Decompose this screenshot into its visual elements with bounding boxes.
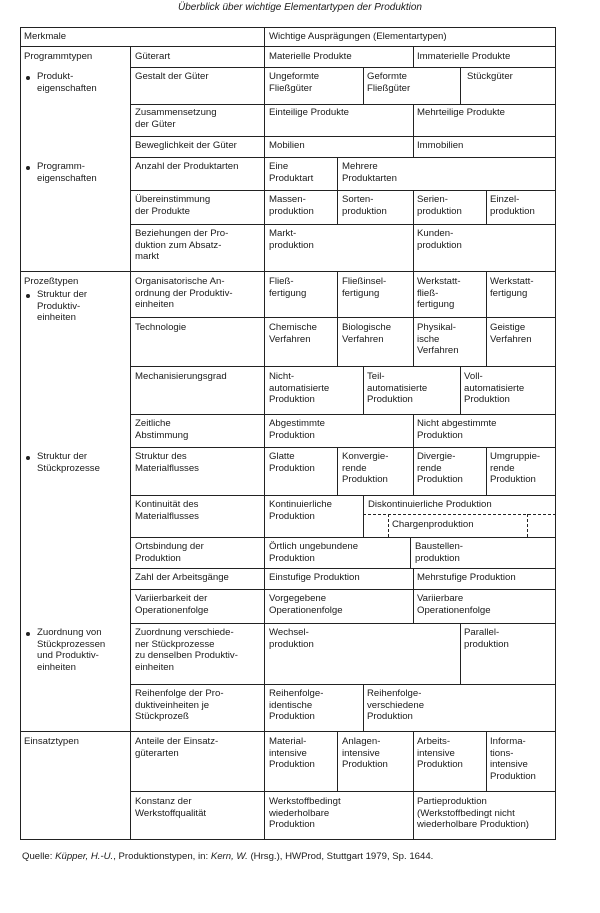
row-line xyxy=(130,791,556,792)
value-cell: Geformte Fließgüter xyxy=(367,71,411,94)
group-programmeigenschaften: Programm- eigenschaften xyxy=(37,161,97,184)
cell-line xyxy=(460,366,461,414)
value-cell: Kunden- produktion xyxy=(417,228,462,251)
row-line xyxy=(130,447,556,448)
value-cell: Eine Produktart xyxy=(269,161,314,184)
value-cell: Informa- tions- intensive Produktion xyxy=(490,736,536,782)
value-cell: Mobilien xyxy=(269,140,305,151)
row-line xyxy=(130,190,556,191)
value-cell: Baustellen- produktion xyxy=(415,541,463,564)
bullet-icon xyxy=(26,76,30,80)
row-label-ortsbindung: Ortsbindung der Produktion xyxy=(135,541,204,564)
value-cell: Partieproduktion (Werkstoffbedingt nicht wiederholbare Produktion) xyxy=(417,796,529,831)
cell-line xyxy=(337,732,338,791)
bullet-icon xyxy=(26,456,30,460)
row-label-gestalt: Gestalt der Güter xyxy=(135,71,209,82)
bullet-icon xyxy=(26,632,30,636)
value-cell: Serien- produktion xyxy=(417,194,462,217)
group-struktur-produktiveinheiten: Struktur der Produktiv- einheiten xyxy=(37,289,88,324)
value-cell: Mehrstufige Produktion xyxy=(417,572,516,583)
cell-line xyxy=(413,414,414,447)
value-cell: Abgestimmte Produktion xyxy=(269,418,325,441)
row-line xyxy=(130,414,556,415)
divider-col-group xyxy=(130,47,131,840)
cell-line xyxy=(363,684,364,731)
cell-line xyxy=(413,447,414,495)
row-label-anzahl: Anzahl der Produktarten xyxy=(135,161,239,172)
row-label-organisation: Organisatorische An- ordnung der Produktiv- einheiten xyxy=(135,276,233,311)
value-cell: Divergie- rende Produktion xyxy=(417,451,463,486)
row-label-konstanz: Konstanz der Werkstoffqualität xyxy=(135,796,207,819)
row-line xyxy=(130,224,556,225)
value-cell: Geistige Verfahren xyxy=(490,322,532,345)
row-line xyxy=(130,67,556,68)
source-tail: (Hrsg.), HWProd, Stuttgart 1979, Sp. 1644. xyxy=(250,851,434,862)
value-cell: Physikal- ische Verfahren xyxy=(417,322,459,357)
row-label-mechanisierung: Mechanisierungsgrad xyxy=(135,371,227,382)
value-cell: Materielle Produkte xyxy=(269,51,352,62)
value-cell: Kontinuierliche Produktion xyxy=(269,499,332,522)
group-struktur-stueckprozesse: Struktur der Stückprozesse xyxy=(37,451,100,474)
value-cell: Einstufige Produktion xyxy=(269,572,360,583)
row-label-kontinuitaet: Kontinuität des Materialflusses xyxy=(135,499,199,522)
row-label-anteile: Anteile der Einsatz- güterarten xyxy=(135,736,219,759)
row-line xyxy=(130,589,556,590)
cell-line xyxy=(413,732,414,791)
cell-line xyxy=(413,589,414,623)
value-cell: Nicht abgestimmte Produktion xyxy=(417,418,497,441)
row-line xyxy=(130,623,556,624)
row-line xyxy=(130,136,556,137)
row-label-arbeitsgaenge: Zahl der Arbeitsgänge xyxy=(135,572,229,583)
cell-line xyxy=(460,67,461,104)
cell-line xyxy=(363,366,364,414)
row-line xyxy=(130,104,556,105)
value-cell: Immobilien xyxy=(417,140,464,151)
group-produkteigenschaften: Produkt- eigenschaften xyxy=(37,71,97,94)
row-label-variierbarkeit: Variierbarkeit der Operationenfolge xyxy=(135,593,209,616)
divider-prozesstypen-end xyxy=(20,731,556,732)
value-cell: Fließinsel- fertigung xyxy=(342,276,387,299)
value-cell: Ungeformte Fließgüter xyxy=(269,71,320,94)
value-cell: Variierbare Operationenfolge xyxy=(417,593,491,616)
row-line xyxy=(130,495,556,496)
value-cell: Konvergie- rende Produktion xyxy=(342,451,389,486)
cell-line xyxy=(413,47,414,67)
cell-line xyxy=(413,104,414,136)
row-line xyxy=(130,366,556,367)
value-cell: Anlagen- intensive Produktion xyxy=(342,736,388,771)
cell-line xyxy=(337,447,338,495)
row-label-beweglichkeit: Beweglichkeit der Güter xyxy=(135,140,237,151)
cell-line xyxy=(337,157,338,190)
value-cell: Reihenfolge- identische Produktion xyxy=(269,688,324,723)
value-cell: Teil- automatisierte Produktion xyxy=(367,371,428,406)
value-cell: Massen- produktion xyxy=(269,194,314,217)
cell-line xyxy=(413,272,414,317)
value-cell: Stückgüter xyxy=(467,71,513,82)
value-cell: Wechsel- produktion xyxy=(269,627,314,650)
row-label-zuordnung: Zuordnung verschiede- ner Stückprozesse zu denselben Produktiv- einheiten xyxy=(135,627,238,673)
row-label-uebereinstimmung: Übereinstimmung der Produkte xyxy=(135,194,211,217)
dashed-line xyxy=(388,514,389,537)
value-cell: Immaterielle Produkte xyxy=(417,51,511,62)
cell-line xyxy=(413,568,414,589)
value-cell: Glatte Produktion xyxy=(269,451,315,474)
value-cell: Sorten- produktion xyxy=(342,194,387,217)
value-cell: Werkstatt- fließ- fertigung xyxy=(417,276,461,311)
cell-line xyxy=(413,190,414,224)
value-cell: Mehrere Produktarten xyxy=(342,161,397,184)
value-cell: Mehrteilige Produkte xyxy=(417,107,505,118)
value-cell: Markt- produktion xyxy=(269,228,314,251)
value-cell: Voll- automatisierte Produktion xyxy=(464,371,525,406)
cell-line xyxy=(413,224,414,271)
value-cell: Vorgegebene Operationenfolge xyxy=(269,593,343,616)
cell-line xyxy=(413,317,414,366)
cell-line xyxy=(486,447,487,495)
source-caption xyxy=(22,851,433,862)
row-line xyxy=(130,157,556,158)
cell-line xyxy=(413,791,414,840)
value-cell: Nicht- automatisierte Produktion xyxy=(269,371,330,406)
value-cell: Werkstoffbedingt wiederholbare Produktion xyxy=(269,796,341,831)
row-label-zusammensetzung: Zusammensetzung der Güter xyxy=(135,107,217,130)
bullet-icon xyxy=(26,166,30,170)
value-cell: Chemische Verfahren xyxy=(269,322,317,345)
group-zuordnung: Zuordnung von Stückprozessen und Produktiv- einheiten xyxy=(37,627,106,673)
row-label-gueterart: Güterart xyxy=(135,51,171,62)
value-cell: Einzel- produktion xyxy=(490,194,535,217)
cell-line xyxy=(486,317,487,366)
row-line xyxy=(130,684,556,685)
cell-line xyxy=(413,136,414,157)
cell-line xyxy=(410,537,411,568)
source-editor: Kern, W. xyxy=(210,851,248,862)
source-prefix: Quelle: xyxy=(22,851,53,862)
value-cell: Reihenfolge- verschiedene Produktion xyxy=(367,688,425,723)
group-einsatztypen: Einsatztypen xyxy=(24,736,79,747)
cell-line xyxy=(337,272,338,317)
cell-line xyxy=(486,732,487,791)
value-cell: Arbeits- intensive Produktion xyxy=(417,736,463,771)
row-line xyxy=(130,317,556,318)
source-mid: , Produktionstypen, in: xyxy=(113,851,209,862)
group-programmtypen: Programmtypen xyxy=(24,51,93,62)
row-label-beziehungen: Beziehungen der Pro- duktion zum Absatz- markt xyxy=(135,228,229,263)
value-cell: Fließ- fertigung xyxy=(269,276,307,299)
value-cell: Biologische Verfahren xyxy=(342,322,392,345)
header-auspraegungen: Wichtige Ausprägungen (Elementartypen) xyxy=(269,31,447,42)
divider-header xyxy=(20,46,556,47)
cell-line xyxy=(460,623,461,684)
divider-col-label xyxy=(264,27,265,840)
row-line xyxy=(130,568,556,569)
value-cell: Einteilige Produkte xyxy=(269,107,349,118)
value-cell: Diskontinuierliche Produktion xyxy=(368,499,492,510)
value-cell: Örtlich ungebundene Produktion xyxy=(269,541,359,564)
bullet-icon xyxy=(26,294,30,298)
value-cell: Werkstatt- fertigung xyxy=(490,276,534,299)
group-prozesstypen: Prozeßtypen xyxy=(24,276,79,287)
row-label-zeitliche: Zeitliche Abstimmung xyxy=(135,418,189,441)
source-authors: Küpper, H.-U. xyxy=(55,851,114,862)
dashed-line xyxy=(527,514,528,537)
value-cell: Material- intensive Produktion xyxy=(269,736,315,771)
value-cell: Chargenproduktion xyxy=(392,519,474,530)
cell-line xyxy=(486,190,487,224)
row-label-materialfluss: Struktur des Materialflusses xyxy=(135,451,199,474)
figure-title: Überblick über wichtige Elementartypen der Produktion xyxy=(177,2,422,13)
value-cell: Parallel- produktion xyxy=(464,627,509,650)
row-line xyxy=(130,537,556,538)
cell-line xyxy=(363,495,364,537)
row-label-reihenfolge: Reihenfolge der Pro- duktiveinheiten je Stückprozeß xyxy=(135,688,224,723)
cell-line xyxy=(486,272,487,317)
divider-programmtypen-end xyxy=(20,271,556,272)
cell-line xyxy=(337,190,338,224)
cell-line xyxy=(337,317,338,366)
row-label-technologie: Technologie xyxy=(135,322,187,333)
value-cell: Umgruppie- rende Produktion xyxy=(490,451,541,486)
header-merkmale: Merkmale xyxy=(24,31,67,42)
cell-line xyxy=(363,67,364,104)
